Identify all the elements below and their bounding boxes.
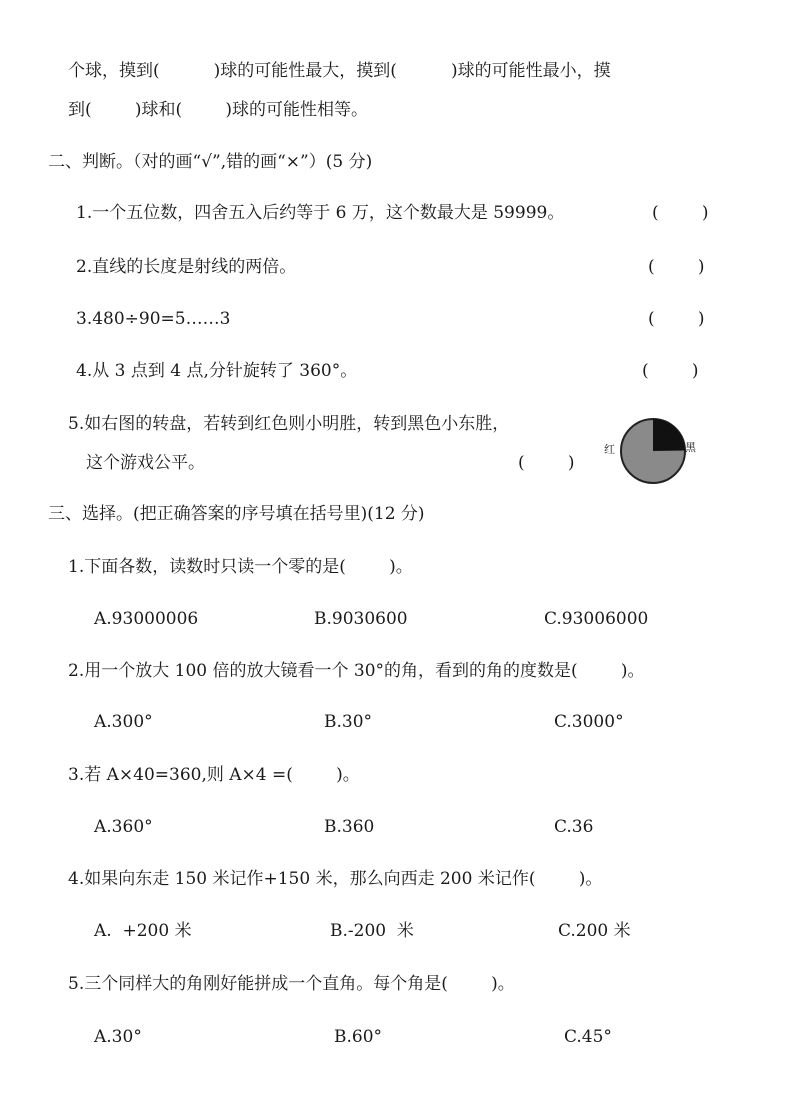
judge-answer-paren-5[interactable]: ( )	[518, 453, 575, 473]
judge-item-5-continued: 这个游戏公平。	[86, 453, 205, 473]
choice-question-5: 5.三个同样大的角刚好能拼成一个直角。每个角是( )。	[68, 974, 515, 994]
choice-question-1: 1.下面各数，读数时只读一个零的是( )。	[68, 557, 413, 577]
spinner-figure	[598, 412, 708, 488]
carryover-line-1: 个球，摸到( )球的可能性最大，摸到( )球的可能性最小，摸	[68, 61, 611, 81]
choice-2-option-a: A.300°	[94, 712, 153, 732]
choice-4-option-c: C.200 米	[558, 921, 631, 941]
judge-answer-paren-4[interactable]: ( )	[642, 361, 699, 381]
judge-item-5: 5.如右图的转盘，若转到红色则小明胜，转到黑色小东胜，	[68, 414, 510, 434]
choice-5-option-a: A.30°	[94, 1027, 142, 1047]
choice-3-option-c: C.36	[554, 817, 594, 837]
choice-4-option-b: B.-200 米	[330, 921, 414, 941]
choice-question-3: 3.若 A×40=360,则 A×4 =( )。	[68, 765, 360, 785]
choice-1-option-a: A.93000006	[94, 609, 199, 629]
choice-question-2: 2.用一个放大 100 倍的放大镜看一个 30°的角，看到的角的度数是( )。	[68, 661, 645, 681]
choice-5-option-b: B.60°	[334, 1027, 383, 1047]
choice-5-option-c: C.45°	[564, 1027, 612, 1047]
choice-3-option-a: A.360°	[94, 817, 153, 837]
section-3-title: 三、选择。(把正确答案的序号填在括号里)(12 分)	[48, 504, 425, 524]
judge-answer-paren-1[interactable]: ( )	[652, 203, 709, 223]
choice-2-option-c: C.3000°	[554, 712, 624, 732]
choice-1-option-b: B.9030600	[314, 609, 408, 629]
choice-3-option-b: B.360	[324, 817, 375, 837]
spinner-label-red: 红	[604, 443, 615, 456]
judge-item-3: 3.480÷90=5……3	[76, 309, 231, 329]
spinner-black-area	[653, 419, 685, 451]
choice-2-option-b: B.30°	[324, 712, 373, 732]
judge-item-1: 1.一个五位数，四舍五入后约等于 6 万，这个数最大是 59999。	[76, 203, 565, 223]
judge-item-2: 2.直线的长度是射线的两倍。	[76, 257, 297, 277]
judge-answer-paren-2[interactable]: ( )	[648, 257, 705, 277]
judge-item-4: 4.从 3 点到 4 点,分针旋转了 360°。	[76, 361, 358, 381]
spinner-label-black: 黑	[685, 441, 696, 454]
judge-answer-paren-3[interactable]: ( )	[648, 309, 705, 329]
choice-4-option-a: A. +200 米	[94, 921, 192, 941]
choice-question-4: 4.如果向东走 150 米记作+150 米，那么向西走 200 米记作( )。	[68, 869, 603, 889]
section-2-title: 二、判断。（对的画“√”,错的画“×”）(5 分)	[48, 152, 373, 172]
carryover-line-2: 到( )球和( )球的可能性相等。	[68, 100, 368, 120]
spinner-wheel	[618, 416, 688, 486]
choice-1-option-c: C.93006000	[544, 609, 649, 629]
